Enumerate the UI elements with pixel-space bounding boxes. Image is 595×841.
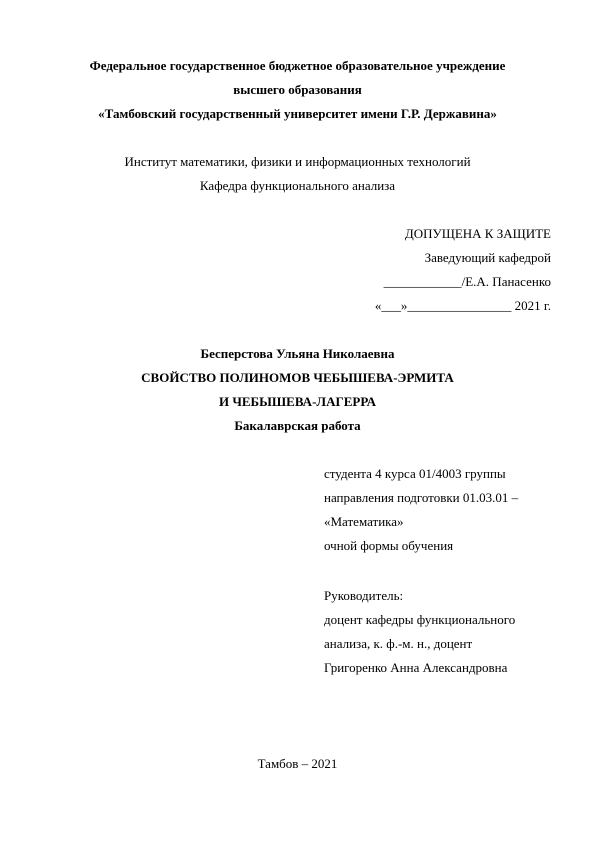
place-and-year: Тамбов – 2021 [257, 756, 338, 771]
approval-title: ДОПУЩЕНА К ЗАЩИТЕ [404, 226, 551, 241]
approval-date: «___»________________ 2021 г. [374, 298, 551, 313]
thesis-type: Бакалаврская работа [234, 418, 361, 433]
organization-line-2: высшего образования [233, 82, 362, 97]
supervisor-name: Григоренко Анна Александровна [324, 660, 508, 675]
student-info-line-3: «Математика» [324, 514, 404, 529]
student-info-line-4: очной формы обучения [324, 538, 454, 553]
supervisor-line-1: доцент кафедры функционального [324, 612, 516, 627]
student-info-line-1: студента 4 курса 01/4003 группы [324, 466, 506, 481]
author-name: Бесперстова Ульяна Николаевна [200, 346, 395, 361]
organization-line-1: Федеральное государственное бюджетное образовательное учреждение [89, 58, 506, 73]
student-info-line-2: направления подготовки 01.03.01 – [324, 490, 519, 505]
institute-name: Институт математики, физики и информационных технологий [124, 154, 471, 169]
university-name: «Тамбовский государственный университет имени Г.Р. Державина» [98, 106, 497, 121]
thesis-title-line-2: И ЧЕБЫШЕВА-ЛАГЕРРА [218, 394, 377, 409]
supervisor-line-2: анализа, к. ф.-м. н., доцент [324, 636, 473, 651]
approval-role: Заведующий кафедрой [424, 250, 551, 265]
approval-signature: ____________/Е.А. Панасенко [383, 274, 551, 289]
supervisor-label: Руководитель: [324, 588, 404, 603]
thesis-title-line-1: СВОЙСТВО ПОЛИНОМОВ ЧЕБЫШЕВА-ЭРМИТА [141, 370, 454, 385]
department-name: Кафедра функционального анализа [199, 178, 396, 193]
